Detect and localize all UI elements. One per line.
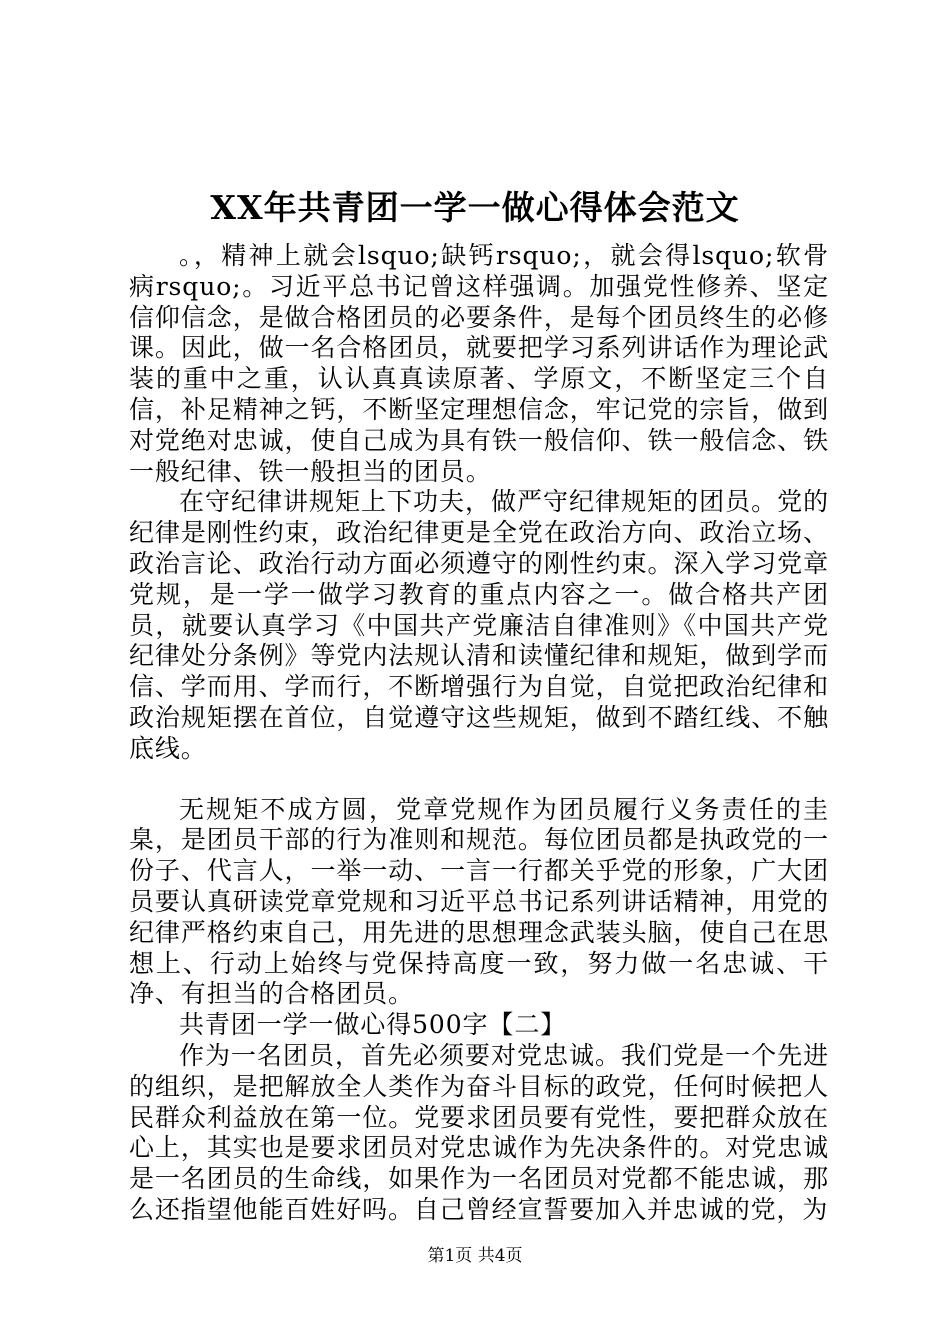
- document-body: [129, 241, 829, 1226]
- section-heading: 共青团一学一做心得500字【二】: [179, 1010, 567, 1040]
- page-footer: 第1页 共4页: [427, 1246, 523, 1266]
- document-title: XX年共青团一学一做心得体会范文: [210, 188, 740, 227]
- paragraph-2: 在守纪律讲规矩上下功夫，做严守纪律规矩的团员。党的纪律是刚性约束，政治纪律更是全党在政治方向、政治立场、政治言论、政治行动方面必须遵守的刚性约束。深入学习党章党规，是一学一做学习教育的重点内容之一。做合格共产团员，就要认真学习《中国共产党廉洁自律准则》《中国共产党纪律处分条例》等党内法规认清和读懂纪律和规矩，做到学而信、学而用、学而行，不断增强行为自觉，自觉把政治纪律和政治规矩摆在首位，自觉遵守这些规矩，做到不踏红线、不触底线。: [129, 487, 829, 763]
- paragraph-1: 。，精神上就会lsquo;缺钙rsquo;，就会得lsquo;软骨病rsquo;。习近平总书记曾这样强调。加强党性修养、坚定信仰信念，是做合格团员的必要条件，是每个团员终生的必修课。因此，做一名合格团员，就要把学习系列讲话作为理论武装的重中之重，认认真真读原著、学原文，不断坚定三个自信，补足精神之钙，不断坚定理想信念，牢记党的宗旨，做到对党绝对忠诚，使自己成为具有铁一般信仰、铁一般信念、铁一般纪律、铁一般担当的团员。: [129, 241, 829, 486]
- paragraph-3: 无规矩不成方圆，党章党规作为团员履行义务责任的圭臬，是团员干部的行为准则和规范。每位团员都是执政党的一份子、代言人，一举一动、一言一行都关乎党的形象，广大团员要认真研读党章党规和习近平总书记系列讲话精神，用党的纪律严格约束自己，用先进的思想理念武装头脑，使自己在思想上、行动上始终与党保持高度一致，努力做一名忠诚、干净、有担当的合格团员。: [129, 794, 829, 1009]
- paragraph-4: 作为一名团员，首先必须要对党忠诚。我们党是一个先进的组织，是把解放全人类作为奋斗目标的政党，任何时候把人民群众利益放在第一位。党要求团员要有党性，要把群众放在心上，其实也是要求团员对党忠诚作为先决条件的。对党忠诚是一名团员的生命线，如果作为一名团员对党都不能忠诚，那么还指望他能百姓好吗。自己曾经宣誓要加入并忠诚的党，为: [129, 1040, 829, 1224]
